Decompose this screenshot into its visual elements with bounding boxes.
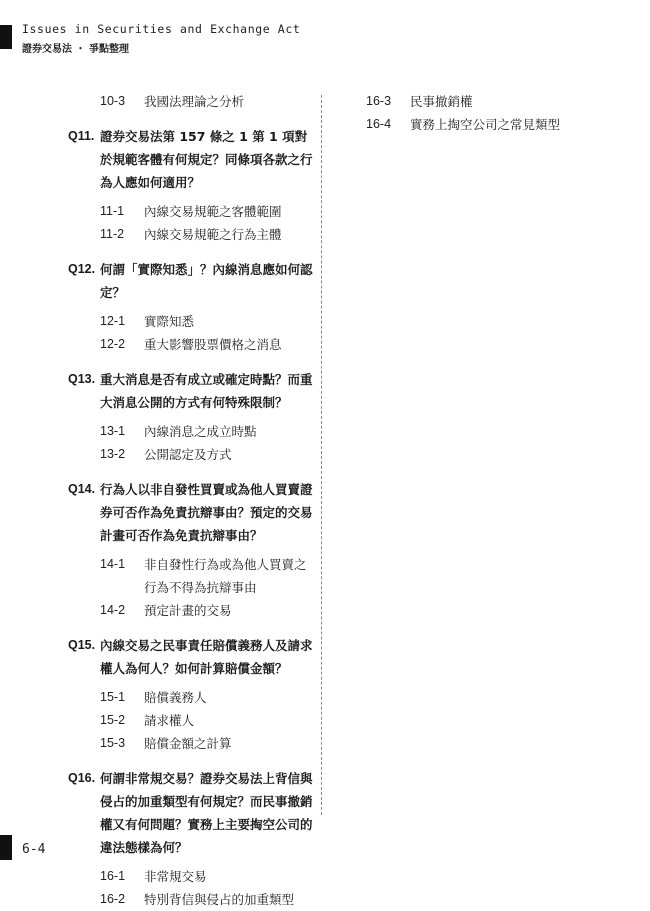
question-text: 內線交易之民事責任賠償義務人及請求權人為何人？如何計算賠償金額？ — [100, 638, 313, 676]
toc-question — [68, 125, 313, 194]
subitem-number: 11-1 — [100, 204, 125, 218]
toc-subitem — [68, 443, 313, 466]
toc-subitem — [68, 732, 313, 755]
toc-subitem — [68, 333, 313, 356]
subitem-number: 13-1 — [100, 424, 126, 438]
toc-subitem — [68, 865, 313, 888]
question-text: 行為人以非自發性買賣或為他人買賣證券可否作為免責抗辯事由？預定的交易計畫可否作為免責抗辯事由？ — [100, 482, 313, 543]
toc-subitem — [68, 90, 313, 113]
question-number: Q15. — [68, 638, 96, 652]
toc-subitem — [68, 686, 313, 709]
question-text: 何謂非常規交易？證券交易法上背信與侵占的加重類型有何規定？而民事撤銷權又有何問題？實務上主要掏空公司的違法態樣為何？ — [100, 771, 313, 855]
toc-subitem — [68, 888, 313, 911]
toc-subitem — [68, 420, 313, 443]
right-column — [366, 90, 616, 136]
subitem-text: 賠償金額之計算 — [144, 736, 232, 751]
column-divider — [321, 95, 322, 815]
toc-subitem — [366, 90, 616, 113]
toc-question — [68, 258, 313, 304]
subitem-text: 實務上掏空公司之常見類型 — [410, 117, 561, 132]
toc-subitem — [68, 200, 313, 223]
question-number: Q13. — [68, 372, 96, 386]
toc-subitem — [68, 223, 313, 246]
page-number: 6-4 — [22, 842, 46, 857]
toc-question — [68, 634, 313, 680]
question-text: 證券交易法第 157 條之 1 第 1 項對於規範客體有何規定？同條項各款之行為人應如何適用？ — [100, 129, 313, 190]
toc-question — [68, 767, 313, 859]
subitem-text: 實際知悉 — [144, 314, 195, 329]
subitem-text: 民事撤銷權 — [410, 94, 473, 109]
subitem-text: 公開認定及方式 — [144, 447, 232, 462]
toc-subitem — [68, 310, 313, 333]
question-text: 何謂「實際知悉」？內線消息應如何認定？ — [100, 262, 313, 300]
question-number: Q14. — [68, 482, 96, 496]
toc-question — [68, 368, 313, 414]
subitem-text: 內線交易規範之行為主體 — [144, 227, 282, 242]
subitem-number: 16-4 — [366, 117, 392, 131]
subitem-number: 12-2 — [100, 337, 126, 351]
subitem-number: 16-2 — [100, 892, 126, 906]
subitem-text: 內線消息之成立時點 — [144, 424, 257, 439]
subitem-number: 16-3 — [366, 94, 392, 108]
subitem-number: 10-3 — [100, 94, 126, 108]
chapter-tab-marker — [0, 25, 12, 49]
toc-subitem — [366, 113, 616, 136]
subitem-text: 重大影響股票價格之消息 — [144, 337, 282, 352]
toc-subitem — [68, 553, 313, 599]
toc-subitem — [68, 599, 313, 622]
question-number: Q16. — [68, 771, 96, 785]
subitem-text: 非自發性行為或為他人買賣之行為不得為抗辯事由 — [144, 557, 307, 595]
subitem-number: 15-2 — [100, 713, 126, 727]
subitem-number: 15-3 — [100, 736, 126, 750]
question-number: Q12. — [68, 262, 96, 276]
subitem-text: 內線交易規範之客體範圍 — [144, 204, 282, 219]
left-column — [68, 90, 313, 911]
subitem-number: 14-1 — [100, 557, 126, 571]
subitem-text: 特別背信與侵占的加重類型 — [144, 892, 295, 907]
subitem-number: 12-1 — [100, 314, 126, 328]
subitem-number: 11-2 — [100, 227, 125, 241]
subitem-number: 15-1 — [100, 690, 126, 704]
subitem-text: 賠償義務人 — [144, 690, 207, 705]
subitem-text: 我國法理論之分析 — [144, 94, 245, 109]
running-header-title: Issues in Securities and Exchange Act — [22, 22, 301, 36]
running-header-subtitle: 證券交易法 ・ 爭點整理 — [22, 44, 129, 55]
subitem-number: 16-1 — [100, 869, 126, 883]
toc-subitem — [68, 709, 313, 732]
question-text: 重大消息是否有成立或確定時點？而重大消息公開的方式有何特殊限制？ — [100, 372, 313, 410]
subitem-text: 預定計畫的交易 — [144, 603, 232, 618]
page-tab-marker — [0, 835, 12, 860]
question-number: Q11. — [68, 129, 95, 143]
subitem-text: 請求權人 — [144, 713, 195, 728]
subitem-text: 非常規交易 — [144, 869, 207, 884]
subitem-number: 14-2 — [100, 603, 126, 617]
toc-question — [68, 478, 313, 547]
subitem-number: 13-2 — [100, 447, 126, 461]
